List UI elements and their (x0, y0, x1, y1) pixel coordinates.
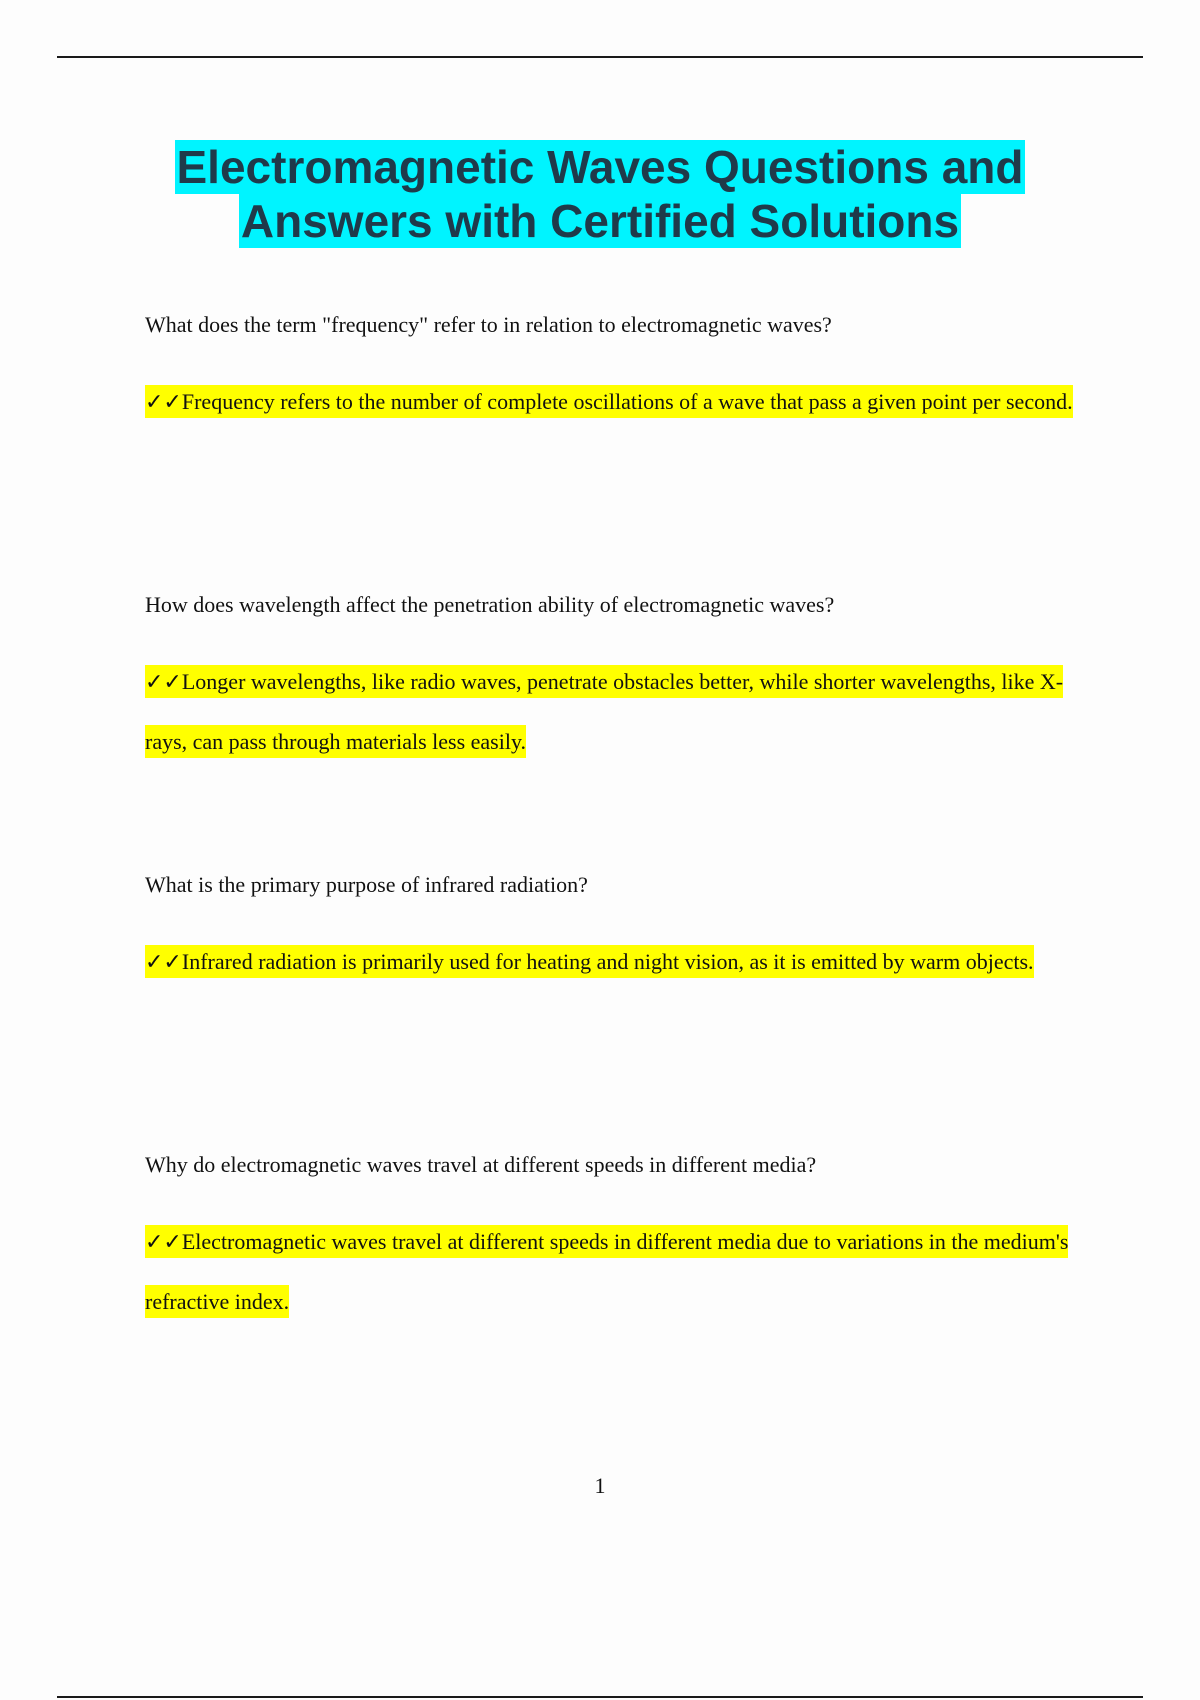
answer-text (145, 1212, 1095, 1332)
answer-highlight: ✓✓Longer wavelengths, like radio waves, penetrate obstacles better, while shorter wavelengths, like X-rays, can pass through materials less easily. (145, 665, 1063, 758)
answer-highlight: ✓✓Frequency refers to the number of complete oscillations of a wave that pass a given point per second. (145, 385, 1073, 418)
answer-highlight: ✓✓Electromagnetic waves travel at different speeds in different media due to variations in the medium's refractive index. (145, 1225, 1068, 1318)
qa-item-2 (145, 591, 1095, 772)
answer-text (145, 652, 1095, 772)
question-text: How does wavelength affect the penetration ability of electromagnetic waves? (145, 592, 835, 617)
question-text: What does the term "frequency" refer to in relation to electromagnetic waves? (145, 312, 832, 337)
qa-item-3 (145, 871, 1095, 992)
qa-item-1 (145, 311, 1095, 432)
document-title (0, 140, 1200, 248)
question-text: What is the primary purpose of infrared radiation? (145, 872, 588, 897)
page-number: 1 (594, 1473, 606, 1498)
title-line-1: Electromagnetic Waves Questions and (176, 141, 1024, 193)
header-rule (57, 56, 1143, 58)
title-line-2: Answers with Certified Solutions (240, 195, 960, 247)
qa-item-4 (145, 1151, 1095, 1332)
question-text: Why do electromagnetic waves travel at different speeds in different media? (145, 1152, 817, 1177)
answer-text (145, 932, 1095, 992)
footer-rule (57, 1696, 1143, 1698)
answer-highlight: ✓✓Infrared radiation is primarily used for heating and night vision, as it is emitted by warm objects. (145, 945, 1034, 978)
answer-text (145, 372, 1095, 432)
